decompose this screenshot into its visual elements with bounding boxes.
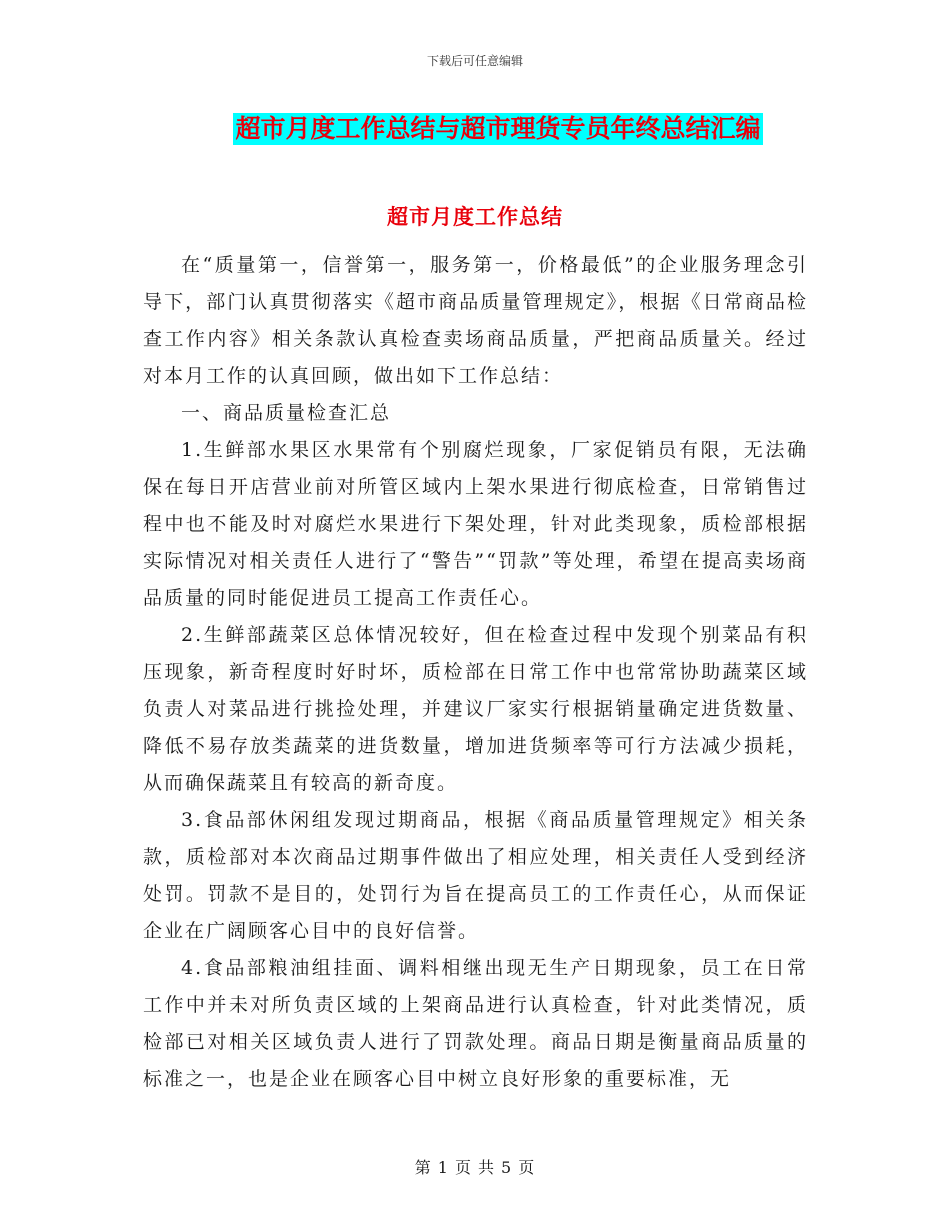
paragraph-intro: 在“质量第一，信誉第一，服务第一，价格最低”的企业服务理念引导下，部门认真贯彻落实《超市商品质量管理规定》，根据《日常商品检查工作内容》相关条款认真检查卖场商品质量，严把商品质量关。经过对本月工作的认真回顾，做出如下工作总结：	[143, 254, 808, 387]
main-title: 超市月度工作总结与超市理货专员年终总结汇编	[235, 114, 761, 143]
paragraph-item-1: 1.生鲜部水果区水果常有个别腐烂现象，厂家促销员有限，无法确保在每日开店营业前对所管区域内上架水果进行彻底检查，日常销售过程中也不能及时对腐烂水果进行下架处理，针对此类现象，质检部根据实际情况对相关责任人进行了“警告”“罚款”等处理，希望在提高卖场商品质量的同时能促进员工提高工作责任心。	[143, 439, 808, 609]
page-current: 1	[437, 1158, 449, 1177]
page-footer	[0, 1155, 950, 1178]
document-body	[143, 247, 808, 1098]
paragraph-item-4: 4.食品部粮油组挂面、调料相继出现无生产日期现象，员工在日常工作中并未对所负责区域的上架商品进行认真检查，针对此类情况，质检部已对相关区域负责人进行了罚款处理。商品日期是衡量商品质量的标准之一，也是企业在顾客心目中树立良好形象的重要标准，无	[143, 957, 808, 1090]
main-title-container	[0, 113, 950, 145]
header-note: 下载后可任意编辑	[426, 54, 523, 68]
page-total: 5	[501, 1158, 513, 1177]
page-label-mid1: 页	[454, 1158, 472, 1177]
paragraph-item-2: 2.生鲜部蔬菜区总体情况较好，但在检查过程中发现个别菜品有积压现象，新奇程度时好时坏，质检部在日常工作中也常常协助蔬菜区域负责人对菜品进行挑捡处理，并建议厂家实行根据销量确定进货数量、降低不易存放类蔬菜的进货数量，增加进货频率等可行方法减少损耗，从而确保蔬菜且有较高的新奇度。	[143, 624, 808, 794]
page-label-mid2: 共	[478, 1158, 496, 1177]
paragraph-item-3: 3.食品部休闲组发现过期商品，根据《商品质量管理规定》相关条款，质检部对本次商品过期事件做出了相应处理，相关责任人受到经济处罚。罚款不是目的，处罚行为旨在提高员工的工作责任心，从而保证企业在广阔顾客心目中的良好信誉。	[143, 809, 808, 942]
section-title: 超市月度工作总结	[387, 205, 563, 229]
paragraph-heading-quality-check: 一、商品质量检查汇总	[181, 402, 392, 424]
page-label-suffix: 页	[518, 1158, 536, 1177]
page-label-prefix: 第	[414, 1158, 432, 1177]
